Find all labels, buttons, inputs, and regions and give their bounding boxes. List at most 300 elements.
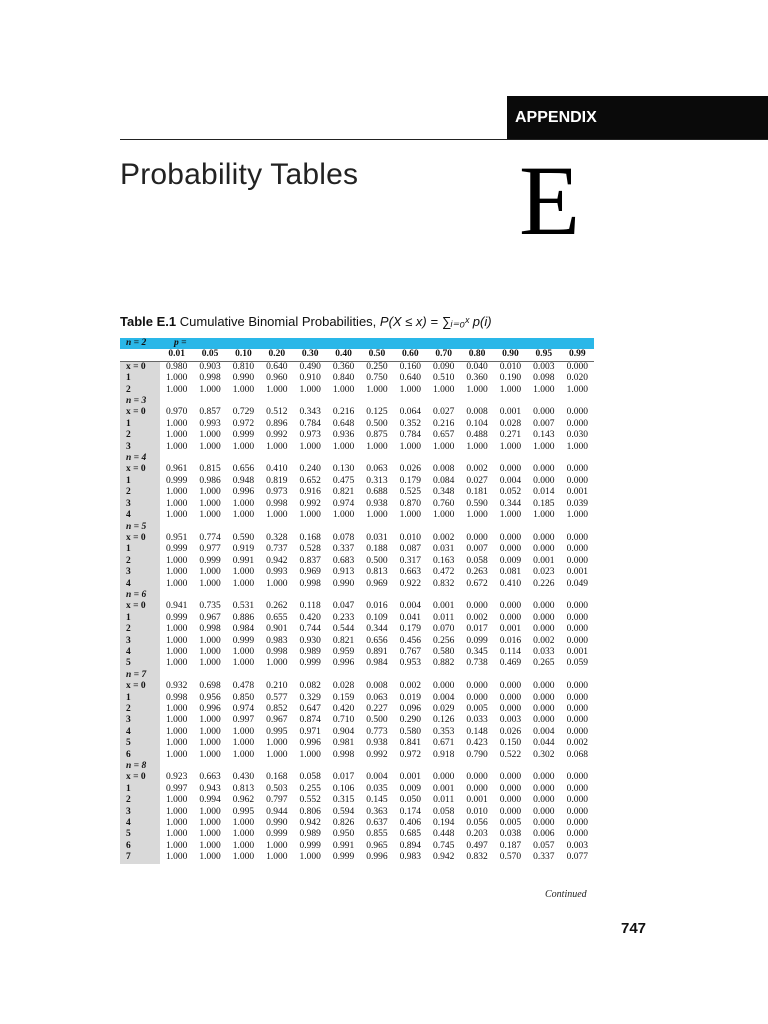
probability-cell: 1.000: [199, 840, 221, 851]
probability-cell: 0.000: [566, 418, 588, 429]
probability-cell: 0.329: [299, 692, 321, 703]
probability-cell: 0.348: [433, 487, 455, 498]
probability-cell: 0.002: [533, 635, 555, 646]
probability-cell: 0.998: [166, 692, 188, 703]
probability-cell: 0.855: [366, 829, 388, 840]
probability-cell: 0.000: [566, 818, 588, 829]
probability-cell: 0.999: [166, 612, 188, 623]
x-label-cell: 2: [120, 556, 160, 567]
probability-cell: 0.255: [299, 783, 321, 794]
probability-cell: 0.951: [166, 532, 188, 543]
x-label-cell: 5: [120, 738, 160, 749]
probability-cell: 1.000: [166, 498, 188, 509]
probability-cell: 1.000: [166, 646, 188, 657]
n-group-filler: [427, 453, 460, 464]
probability-cell: 0.000: [466, 692, 488, 703]
n-group-filler: [327, 761, 360, 772]
probability-cell: 0.000: [499, 612, 522, 623]
probability-cell: 1.000: [166, 635, 188, 646]
probability-cell: 0.145: [366, 795, 388, 806]
n-group-label: n = 8: [120, 761, 160, 772]
probability-cell: 0.302: [533, 749, 555, 760]
n-group-filler: [561, 396, 595, 407]
n-group-filler: [460, 453, 493, 464]
probability-cell: 0.000: [533, 818, 555, 829]
probability-cell: 0.000: [566, 475, 588, 486]
n-group-filler: [160, 396, 193, 407]
probability-cell: 1.000: [166, 818, 188, 829]
probability-cell: 1.000: [166, 624, 188, 635]
probability-cell: 0.896: [266, 418, 288, 429]
probability-cell: 0.052: [499, 487, 522, 498]
probability-cell: 0.990: [232, 373, 255, 384]
probability-cell: 0.683: [332, 555, 355, 566]
table-row: [120, 795, 594, 806]
x-label-cell: 2: [120, 430, 160, 441]
n-group-filler: [193, 522, 226, 533]
n-group-filler: [227, 522, 260, 533]
table-row: [120, 544, 594, 555]
probability-cell: 1.000: [199, 738, 221, 749]
n-group-filler: [360, 670, 393, 681]
probability-cell: 0.525: [399, 487, 421, 498]
probability-cell: 0.531: [232, 601, 255, 612]
probability-cell: 0.750: [366, 373, 388, 384]
probability-cell: 0.000: [566, 624, 588, 635]
table-row: [120, 510, 594, 521]
probability-cell: 0.930: [299, 635, 321, 646]
x-header-cell: [120, 349, 160, 361]
probability-cell: 0.997: [166, 783, 188, 794]
probability-cell: 0.999: [166, 475, 188, 486]
probability-cell: 0.942: [433, 852, 455, 863]
probability-cell: 1.000: [332, 441, 355, 452]
probability-cell: 0.938: [366, 738, 388, 749]
probability-cell: 1.000: [232, 738, 255, 749]
probability-cell: 1.000: [399, 510, 421, 521]
probability-cell: 1.000: [266, 738, 288, 749]
probability-cell: 0.000: [566, 704, 588, 714]
probability-cell: 0.344: [499, 498, 522, 509]
n-group-filler: [527, 670, 560, 681]
n-group-filler: [260, 670, 293, 681]
probability-cell: 0.999: [332, 852, 355, 863]
page-title: Probability Tables: [120, 158, 359, 191]
probability-cell: 0.472: [433, 567, 455, 578]
probability-cell: 0.210: [266, 681, 288, 692]
probability-cell: 0.448: [433, 829, 455, 840]
probability-cell: 1.000: [166, 418, 188, 429]
probability-cell: 0.009: [499, 555, 522, 566]
probability-cell: 0.143: [533, 430, 555, 441]
probability-cell: 0.000: [533, 692, 555, 703]
n-group-header: [120, 670, 594, 681]
probability-cell: 0.109: [366, 612, 388, 623]
probability-cell: 0.002: [466, 612, 488, 623]
table-row: [120, 613, 594, 624]
table-row: [120, 750, 594, 761]
probability-cell: 0.000: [466, 532, 488, 543]
probability-cell: 0.999: [199, 555, 221, 566]
probability-cell: 0.005: [499, 818, 522, 829]
probability-cell: 0.938: [366, 498, 388, 509]
probability-cell: 0.000: [566, 783, 588, 794]
p-header-cell: 0.40: [327, 349, 360, 361]
probability-cell: 0.784: [299, 418, 321, 429]
p-header-cell: 0.01: [160, 349, 193, 361]
probability-cell: 0.039: [566, 498, 588, 509]
n-group-filler: [394, 590, 427, 601]
n-group-filler: [327, 453, 360, 464]
probability-cell: 0.942: [266, 555, 288, 566]
probability-cell: 0.813: [232, 783, 255, 794]
probability-cell: 1.000: [332, 510, 355, 521]
probability-cell: 0.672: [466, 578, 488, 589]
probability-cell: 0.007: [466, 544, 488, 555]
probability-cell: 0.000: [533, 464, 555, 475]
probability-cell: 0.001: [566, 487, 588, 498]
probability-cell: 0.049: [566, 578, 588, 589]
probability-cell: 0.797: [266, 795, 288, 806]
probability-cell: 0.098: [533, 373, 555, 384]
probability-cell: 0.187: [499, 840, 522, 851]
probability-cell: 0.941: [166, 601, 188, 612]
probability-cell: 1.000: [433, 441, 455, 452]
probability-cell: 0.226: [533, 578, 555, 589]
probability-cell: 0.996: [332, 658, 355, 669]
probability-cell: 1.000: [199, 567, 221, 578]
probability-cell: 1.000: [232, 818, 255, 829]
probability-cell: 1.000: [266, 510, 288, 521]
probability-cell: 0.126: [433, 715, 455, 726]
n-group-filler: [427, 670, 460, 681]
probability-cell: 0.996: [299, 738, 321, 749]
probability-cell: 1.000: [199, 715, 221, 726]
probability-cell: 0.904: [332, 726, 355, 737]
probability-cell: 0.001: [533, 555, 555, 566]
probability-cell: 0.767: [399, 646, 421, 657]
probability-cell: 0.000: [566, 829, 588, 840]
probability-cell: 0.063: [366, 692, 388, 703]
probability-cell: 1.000: [199, 726, 221, 737]
probability-cell: 0.001: [433, 783, 455, 794]
probability-cell: 0.360: [466, 373, 488, 384]
probability-cell: 1.000: [266, 852, 288, 863]
x-label-cell: x = 0: [120, 361, 160, 373]
probability-cell: 1.000: [499, 384, 522, 395]
probability-cell: 0.923: [166, 772, 188, 783]
probability-cell: 0.973: [299, 430, 321, 441]
probability-cell: 1.000: [533, 510, 555, 521]
probability-cell: 0.007: [533, 418, 555, 429]
x-label-cell: x = 0: [120, 533, 160, 544]
probability-cell: 0.227: [366, 704, 388, 714]
probability-cell: 0.710: [332, 715, 355, 726]
probability-cell: 0.031: [366, 532, 388, 543]
probability-cell: 0.965: [366, 840, 388, 851]
probability-cell: 0.671: [433, 738, 455, 749]
probability-cell: 0.423: [466, 738, 488, 749]
probability-cell: 0.420: [299, 612, 321, 623]
x-label-cell: 2: [120, 704, 160, 715]
table-row: [120, 464, 594, 475]
probability-cell: 0.998: [266, 646, 288, 657]
table-row: [120, 499, 594, 510]
probability-cell: 1.000: [232, 852, 255, 863]
probability-cell: 0.981: [332, 738, 355, 749]
probability-cell: 0.420: [332, 704, 355, 714]
probability-cell: 1.000: [199, 487, 221, 498]
n-group-filler: [160, 522, 193, 533]
probability-cell: 0.984: [366, 658, 388, 669]
p-header-cell: 0.95: [527, 349, 560, 361]
probability-cell: 0.647: [299, 704, 321, 714]
probability-cell: 1.000: [199, 658, 221, 669]
probability-cell: 1.000: [199, 430, 221, 441]
n-group-label: n = 7: [120, 670, 160, 681]
probability-cell: 0.857: [199, 407, 221, 418]
n-group-filler: [394, 522, 427, 533]
probability-cell: 0.594: [332, 806, 355, 817]
n-group-filler: [561, 590, 595, 601]
probability-cell: 0.003: [566, 840, 588, 851]
probability-cell: 0.000: [533, 795, 555, 806]
n-group-filler: [227, 453, 260, 464]
n-group-filler: [193, 453, 226, 464]
probability-cell: 1.000: [366, 441, 388, 452]
probability-cell: 0.000: [533, 532, 555, 543]
probability-cell: 0.058: [466, 555, 488, 566]
binomial-table-container: [120, 338, 594, 864]
n-group-filler: [227, 670, 260, 681]
probability-cell: 0.995: [266, 726, 288, 737]
probability-cell: 1.000: [232, 658, 255, 669]
probability-cell: 0.000: [566, 532, 588, 543]
probability-cell: 0.082: [299, 681, 321, 692]
probability-cell: 0.570: [499, 852, 522, 863]
probability-cell: 0.029: [433, 704, 455, 714]
probability-cell: 0.056: [466, 818, 488, 829]
probability-cell: 0.194: [433, 818, 455, 829]
probability-cell: 0.737: [266, 544, 288, 555]
probability-cell: 0.580: [399, 726, 421, 737]
probability-cell: 1.000: [266, 840, 288, 851]
probability-cell: 0.974: [332, 498, 355, 509]
probability-cell: 1.000: [232, 646, 255, 657]
probability-cell: 1.000: [232, 384, 255, 395]
probability-cell: 0.998: [266, 498, 288, 509]
x-label-cell: 6: [120, 750, 160, 761]
probability-cell: 0.188: [366, 544, 388, 555]
probability-cell: 0.041: [399, 612, 421, 623]
probability-cell: 0.478: [232, 681, 255, 692]
probability-cell: 0.078: [332, 532, 355, 543]
probability-cell: 0.998: [332, 749, 355, 760]
probability-cell: 0.010: [499, 361, 522, 372]
n-label-cell: n = 2: [120, 338, 160, 349]
table-row: [120, 442, 594, 453]
table-row: [120, 567, 594, 578]
table-top-bar: [120, 338, 594, 349]
probability-cell: 0.500: [366, 418, 388, 429]
n-group-filler: [360, 761, 393, 772]
probability-cell: 0.512: [266, 407, 288, 418]
x-label-cell: 1: [120, 693, 160, 704]
table-caption-text: Cumulative Binomial Probabilities,: [179, 314, 377, 329]
table-row: [120, 841, 594, 852]
probability-cell: 0.106: [332, 783, 355, 794]
probability-cell: 1.000: [533, 441, 555, 452]
x-label-cell: 4: [120, 579, 160, 590]
probability-cell: 0.969: [299, 567, 321, 578]
probability-cell: 1.000: [199, 646, 221, 657]
x-label-cell: 3: [120, 636, 160, 647]
probability-cell: 0.552: [299, 795, 321, 806]
probability-cell: 0.840: [332, 373, 355, 384]
probability-cell: 1.000: [166, 658, 188, 669]
probability-cell: 0.179: [399, 624, 421, 635]
n-group-filler: [160, 670, 193, 681]
probability-cell: 0.000: [566, 544, 588, 555]
n-group-header: [120, 453, 594, 464]
probability-cell: 0.000: [566, 806, 588, 817]
n-group-filler: [193, 396, 226, 407]
probability-cell: 0.000: [566, 612, 588, 623]
probability-cell: 0.104: [466, 418, 488, 429]
n-group-filler: [561, 453, 595, 464]
probability-cell: 1.000: [232, 498, 255, 509]
probability-cell: 0.992: [366, 749, 388, 760]
probability-cell: 0.000: [466, 783, 488, 794]
probability-cell: 0.008: [366, 681, 388, 692]
table-row: [120, 658, 594, 669]
probability-cell: 0.850: [232, 692, 255, 703]
probability-cell: 0.090: [433, 361, 455, 372]
n-group-filler: [227, 396, 260, 407]
probability-cell: 0.240: [299, 464, 321, 475]
x-label-cell: 1: [120, 419, 160, 430]
probability-cell: 0.114: [499, 646, 521, 657]
probability-cell: 0.841: [399, 738, 421, 749]
probability-cell: 0.006: [533, 829, 555, 840]
n-group-filler: [294, 453, 327, 464]
probability-cell: 0.810: [232, 361, 255, 372]
page-number: 747: [621, 920, 647, 937]
probability-cell: 0.994: [199, 795, 221, 806]
probability-cell: 0.168: [299, 532, 321, 543]
probability-cell: 0.344: [366, 624, 388, 635]
x-label-cell: 4: [120, 510, 160, 521]
probability-cell: 0.001: [433, 601, 455, 612]
probability-cell: 0.001: [499, 624, 522, 635]
probability-cell: 0.456: [399, 635, 421, 646]
probability-cell: 0.891: [366, 646, 388, 657]
probability-cell: 0.070: [433, 624, 455, 635]
probability-cell: 1.000: [166, 567, 188, 578]
probability-cell: 0.000: [533, 704, 555, 714]
probability-cell: 0.997: [232, 715, 255, 726]
probability-cell: 0.363: [366, 806, 388, 817]
probability-cell: 0.004: [399, 601, 421, 612]
probability-cell: 0.821: [332, 487, 355, 498]
probability-cell: 0.064: [399, 407, 421, 418]
probability-cell: 1.000: [166, 738, 188, 749]
probability-cell: 0.262: [266, 601, 288, 612]
probability-cell: 0.160: [399, 361, 421, 372]
probability-cell: 0.590: [466, 498, 488, 509]
probability-cell: 0.016: [499, 635, 522, 646]
probability-cell: 0.148: [466, 726, 488, 737]
n-group-filler: [193, 761, 226, 772]
n-group-filler: [460, 522, 493, 533]
n-group-filler: [494, 590, 527, 601]
probability-cell: 0.969: [366, 578, 388, 589]
probability-cell: 0.469: [499, 658, 522, 669]
probability-cell: 0.009: [399, 783, 421, 794]
probability-cell: 0.640: [266, 361, 288, 372]
probability-cell: 1.000: [199, 384, 221, 395]
probability-cell: 1.000: [299, 441, 321, 452]
n-group-filler: [561, 670, 595, 681]
probability-cell: 0.001: [499, 407, 522, 418]
table-row: [120, 407, 594, 418]
probability-cell: 0.000: [533, 601, 555, 612]
probability-cell: 0.000: [466, 601, 488, 612]
probability-cell: 1.000: [232, 726, 255, 737]
probability-cell: 0.000: [533, 624, 555, 635]
probability-cell: 0.004: [366, 772, 388, 783]
probability-cell: 0.337: [533, 852, 555, 863]
x-label-cell: 3: [120, 442, 160, 453]
x-label-cell: 3: [120, 499, 160, 510]
probability-cell: 0.784: [399, 430, 421, 441]
probability-cell: 1.000: [166, 704, 188, 714]
probability-cell: 0.886: [232, 612, 255, 623]
probability-cell: 0.000: [566, 726, 588, 737]
probability-cell: 0.000: [566, 407, 588, 418]
probability-cell: 0.948: [232, 475, 255, 486]
probability-cell: 0.510: [433, 373, 455, 384]
probability-cell: 0.000: [533, 681, 555, 692]
probability-cell: 0.008: [466, 407, 488, 418]
probability-cell: 0.826: [332, 818, 355, 829]
probability-cell: 0.002: [466, 464, 488, 475]
probability-cell: 1.000: [299, 384, 321, 395]
probability-cell: 1.000: [299, 852, 321, 863]
probability-cell: 1.000: [166, 795, 188, 806]
probability-cell: 1.000: [199, 510, 221, 521]
table-row: [120, 807, 594, 818]
table-row: [120, 852, 594, 863]
probability-cell: 0.000: [499, 783, 522, 794]
n-group-filler: [360, 396, 393, 407]
probability-cell: 0.663: [199, 772, 221, 783]
probability-cell: 0.819: [266, 475, 288, 486]
n-group-filler: [193, 670, 226, 681]
n-group-filler: [260, 761, 293, 772]
x-label-cell: 5: [120, 829, 160, 840]
p-header-cell: 0.80: [460, 349, 493, 361]
probability-cell: 0.000: [533, 475, 555, 486]
probability-cell: 0.972: [232, 418, 255, 429]
n-group-filler: [460, 761, 493, 772]
probability-cell: 0.317: [399, 555, 421, 566]
probability-cell: 0.263: [466, 567, 488, 578]
probability-cell: 0.027: [466, 475, 488, 486]
p-header-cell: 0.60: [394, 349, 427, 361]
x-label-cell: 5: [120, 658, 160, 669]
probability-cell: 0.130: [332, 464, 355, 475]
